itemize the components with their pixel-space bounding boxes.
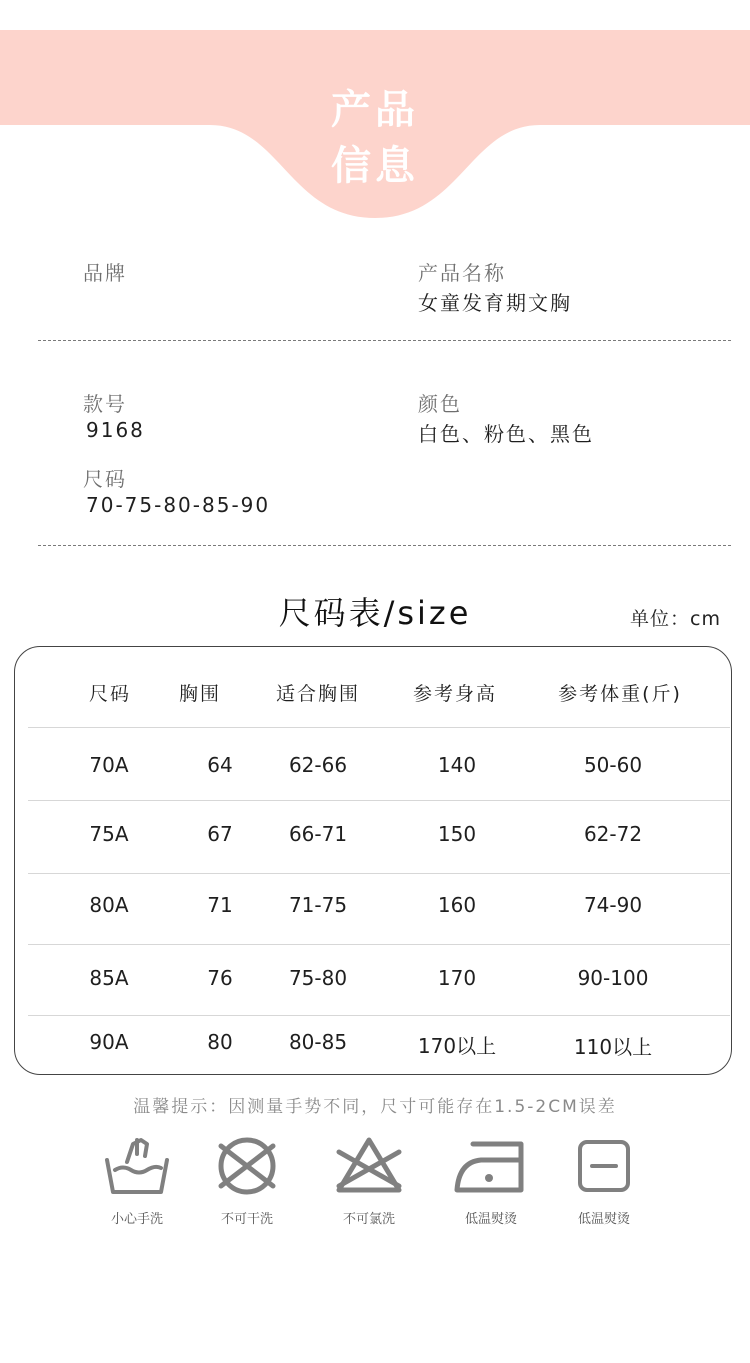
care-item-low-temp-iron: [436, 1134, 546, 1227]
table-cell: 64: [207, 753, 233, 777]
table-cell: 71-75: [288, 893, 348, 917]
style-number-value: 9168: [86, 418, 145, 442]
no-bleach-icon: [333, 1134, 405, 1198]
table-cell: 160: [437, 893, 477, 917]
care-label: 低温熨烫: [464, 1212, 517, 1227]
row-divider: [28, 800, 730, 801]
table-cell: 90A: [89, 1030, 129, 1054]
header-weight: 参考体重(斤): [558, 683, 682, 705]
table-cell: 170以上: [417, 1034, 497, 1058]
header-size: 尺码: [88, 683, 131, 705]
no-dry-clean-icon: [211, 1134, 283, 1198]
style-number-label: 款号: [83, 392, 127, 416]
color-label: 颜色: [418, 392, 462, 416]
row-divider: [28, 1015, 730, 1016]
table-cell: 62-66: [288, 753, 348, 777]
low-temp-iron-icon: [451, 1134, 531, 1198]
info-banner: [0, 0, 750, 230]
color-value: 白色、粉色、黑色: [418, 422, 594, 446]
table-cell: 76: [207, 966, 233, 990]
row-divider: [28, 873, 730, 874]
size-table-title: 尺码表/size: [278, 594, 472, 632]
unit-label: 单位：cm: [630, 608, 721, 630]
table-cell: 170: [437, 966, 477, 990]
care-item-no-bleach: [314, 1134, 424, 1227]
table-cell: 75-80: [288, 966, 348, 990]
table-cell: 67: [207, 822, 233, 846]
table-cell: 80-85: [288, 1030, 348, 1054]
header-fit-bust: 适合胸围: [275, 683, 360, 705]
care-item-tumble-dry: [549, 1134, 659, 1227]
row-divider: [28, 727, 730, 728]
table-cell: 150: [437, 822, 477, 846]
table-cell: 62-72: [583, 822, 643, 846]
tumble-dry-low-icon: [568, 1134, 640, 1198]
row-divider: [28, 944, 730, 945]
table-cell: 71: [207, 893, 233, 917]
product-name-value: 女童发育期文胸: [418, 291, 572, 315]
care-item-hand-wash: [82, 1134, 192, 1227]
table-cell: 50-60: [583, 753, 643, 777]
table-cell: 85A: [89, 966, 129, 990]
divider: [38, 545, 731, 546]
product-name-label: 产品名称: [418, 261, 506, 285]
table-cell: 66-71: [288, 822, 348, 846]
header-height: 参考身高: [412, 683, 497, 705]
table-cell: 90-100: [577, 966, 649, 990]
banner-title-line2: 信息: [331, 143, 419, 189]
divider: [38, 340, 731, 341]
table-cell: 70A: [89, 753, 129, 777]
table-cell: 80: [207, 1030, 233, 1054]
care-item-no-dry-clean: [192, 1134, 302, 1227]
measurement-tip: 温馨提示：因测量手势不同，尺寸可能存在1.5-2CM误差: [133, 1097, 617, 1117]
care-label: 不可氯洗: [342, 1212, 395, 1227]
size-label: 尺码: [83, 467, 127, 491]
hand-wash-icon: [101, 1134, 173, 1198]
size-value: 70-75-80-85-90: [86, 493, 271, 517]
table-cell: 110以上: [573, 1035, 653, 1059]
banner-title-line1: 产品: [331, 87, 419, 133]
table-cell: 75A: [89, 822, 129, 846]
care-label: 小心手洗: [110, 1212, 163, 1227]
header-bust: 胸围: [178, 683, 221, 705]
table-cell: 80A: [89, 893, 129, 917]
table-cell: 74-90: [583, 893, 643, 917]
care-label: 不可干洗: [220, 1212, 273, 1227]
size-table: [14, 646, 732, 1075]
care-label: 低温熨烫: [577, 1212, 630, 1227]
brand-label: 品牌: [83, 261, 127, 285]
table-cell: 140: [437, 753, 477, 777]
